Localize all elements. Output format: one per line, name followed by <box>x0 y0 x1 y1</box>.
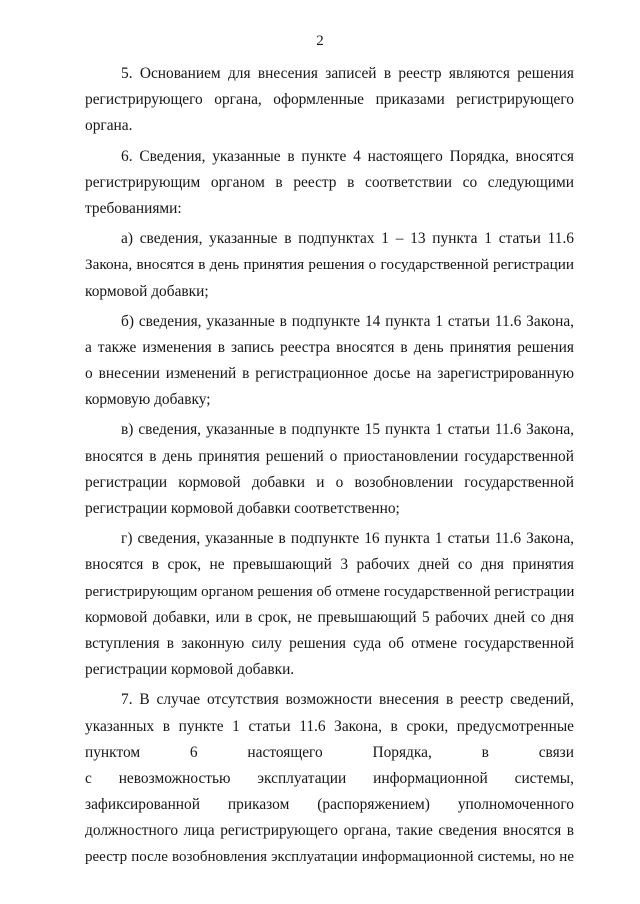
text-line: реестр после возобновления эксплуатации информационной системы, но не <box>85 849 574 866</box>
paragraph-7 <box>85 687 574 870</box>
text-line: требованиями: <box>85 199 182 217</box>
text-line: Закона, вносятся в день принятия решения о государственной регистрации <box>85 256 574 274</box>
text-line: г) сведения, указанные в подпункте 16 пункта 1 статьи 11.6 Закона, <box>121 530 574 548</box>
text-line: с невозможностью эксплуатации информационной системы, <box>85 769 574 787</box>
text-line: 7. В случае отсутствия возможности внесения в реестр сведений, <box>121 691 574 709</box>
text-line: пунктом 6 настоящего Порядка, в связи <box>85 743 574 761</box>
text-line: а также изменения в запись реестра вносятся в день принятия решения <box>85 338 574 356</box>
text-line: регистрирующего органа, оформленные приказами регистрирующего <box>85 91 574 109</box>
text-line: регистрирующим органом решения об отмене государственной регистрации <box>85 583 575 600</box>
text-line: регистрации кормовой добавки соответственно; <box>85 500 400 517</box>
text-line: б) сведения, указанные в подпункте 14 пункта 1 статьи 11.6 Закона, <box>121 312 574 330</box>
text-line: кормовой добавки; <box>85 282 209 300</box>
text-line: кормовую добавку; <box>85 391 211 409</box>
paragraph-6b <box>85 309 574 414</box>
document-body <box>85 61 574 871</box>
text-line: вносятся в срок, не превышающий 3 рабочих дней со дня принятия <box>85 556 574 574</box>
paragraph-6g <box>85 526 574 683</box>
text-line: регистрации кормовой добавки и о возобновлении государственной <box>85 473 574 491</box>
text-line: указанных в пункте 1 статьи 11.6 Закона, в сроки, предусмотренные <box>85 717 574 735</box>
text-line: регистрации кормовой добавки. <box>85 661 295 679</box>
page-number: 2 <box>316 33 324 49</box>
text-line: вступления в законную силу решения суда об отмене государственной <box>85 634 574 652</box>
text-line: зафиксированной приказом (распоряжением) уполномоченного <box>85 796 574 814</box>
text-line: органа. <box>85 117 133 135</box>
text-line: в) сведения, указанные в подпункте 15 пункта 1 статьи 11.6 Закона, <box>121 421 574 439</box>
paragraph-5 <box>85 61 574 140</box>
text-line: о внесении изменений в регистрационное досье на зарегистрированную <box>85 365 574 383</box>
paragraph-6 <box>85 144 574 223</box>
text-line: должностного лица регистрирующего органа, такие сведения вносятся в <box>85 822 574 840</box>
text-line: регистрирующим органом в реестр в соответствии со следующими <box>85 173 574 191</box>
text-line: 5. Основанием для внесения записей в реестр являются решения <box>121 65 574 82</box>
paragraph-6v <box>85 417 574 522</box>
paragraph-6a <box>85 226 574 305</box>
text-line: 6. Сведения, указанные в пункте 4 настоящего Порядка, вносятся <box>121 147 574 165</box>
text-line: а) сведения, указанные в подпунктах 1 – 13 пункта 1 статьи 11.6 <box>121 230 574 248</box>
text-line: вносятся в день принятия решений о приостановлении государственной <box>85 447 574 465</box>
text-line: кормовой добавки, или в срок, не превышающий 5 рабочих дней со дня <box>85 608 574 626</box>
